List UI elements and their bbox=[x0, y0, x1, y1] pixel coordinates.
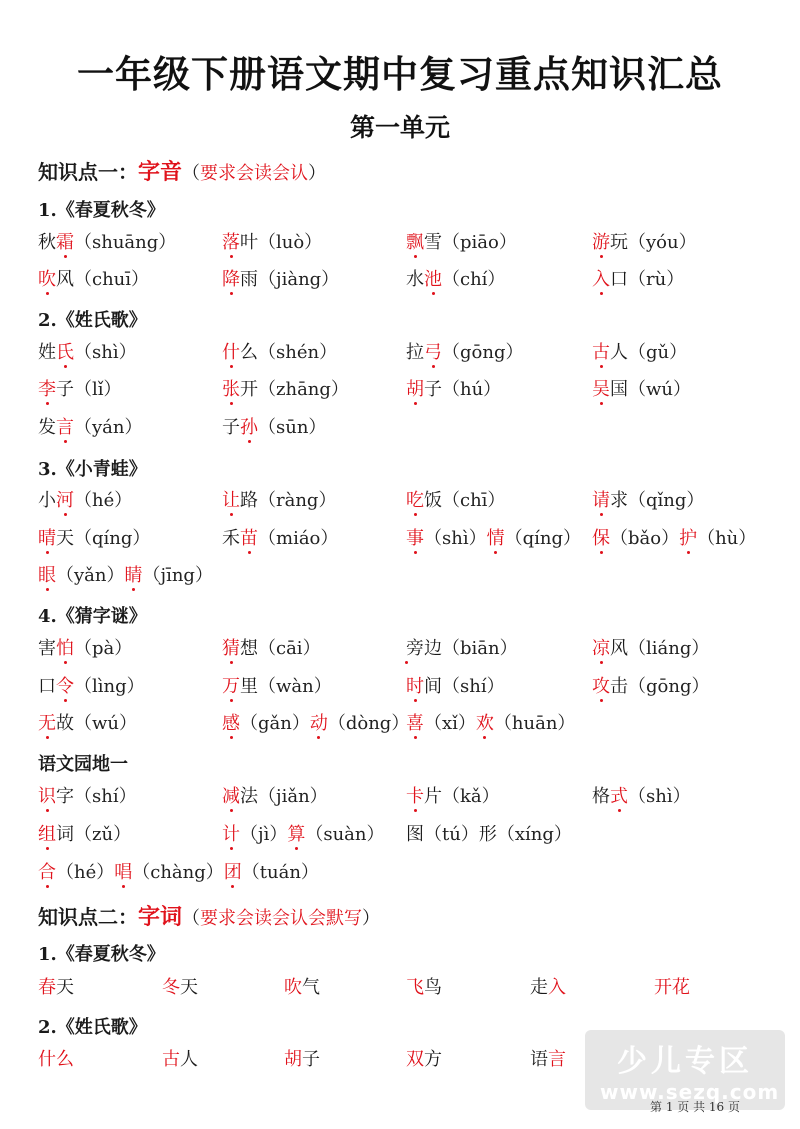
kp-open: （ bbox=[182, 908, 201, 929]
char-item: 水池（chí） bbox=[406, 269, 506, 290]
word-item: 春天 bbox=[38, 977, 74, 998]
word-item: 语言 bbox=[530, 1049, 566, 1070]
lesson-title: 2.《姓氏歌》 bbox=[38, 310, 147, 331]
char-item: 秋霜（shuāng） bbox=[38, 232, 177, 253]
lesson-title: 1.《春夏秋冬》 bbox=[38, 944, 165, 965]
char-item: 降雨（jiàng） bbox=[222, 269, 340, 290]
kp-topic: 字词 bbox=[138, 905, 183, 930]
kp-requirement: 要求会读会认会默写 bbox=[200, 908, 363, 929]
char-item: 姓氏（shì） bbox=[38, 342, 137, 363]
char-item: 吴国（wú） bbox=[592, 379, 691, 400]
char-item: 眼（yǎn）睛（jīng） bbox=[38, 565, 213, 586]
char-item: 吃饭（chī） bbox=[406, 490, 506, 511]
char-item: 无故（wú） bbox=[38, 713, 137, 734]
lesson-title: 2.《姓氏歌》 bbox=[38, 1017, 147, 1038]
char-item: 发言（yán） bbox=[38, 417, 143, 438]
char-item: 晴天（qíng） bbox=[38, 528, 151, 549]
page-number: 第 1 页 共 16 页 bbox=[650, 1100, 740, 1114]
knowledge-point-1 bbox=[0, 155, 800, 189]
page-title: 一年级下册语文期中复习重点知识汇总 bbox=[77, 53, 723, 96]
word-item: 古人 bbox=[162, 1049, 198, 1070]
char-item: 禾苗（miáo） bbox=[222, 528, 339, 549]
char-item: 凉风（liáng） bbox=[592, 638, 710, 659]
word-item: 双方 bbox=[406, 1049, 442, 1070]
char-item: 李子（lǐ） bbox=[38, 379, 122, 400]
char-item: 保（bǎo）护（hù） bbox=[592, 528, 757, 549]
lesson-title: 语文园地一 bbox=[38, 754, 128, 775]
char-item: 口令（lìng） bbox=[38, 676, 145, 697]
char-item: 害怕（pà） bbox=[38, 638, 133, 659]
word-item: 胡子 bbox=[284, 1049, 320, 1070]
watermark-text: 少儿专区 bbox=[617, 1044, 753, 1079]
lesson-title: 4.《猜字谜》 bbox=[38, 606, 147, 627]
char-item: 子孙（sūn） bbox=[222, 417, 327, 438]
char-item: 识字（shí） bbox=[38, 786, 137, 807]
kp-open: （ bbox=[182, 163, 201, 184]
word-item: 飞鸟 bbox=[406, 977, 442, 998]
kp-close: ） bbox=[362, 908, 381, 929]
kp-close: ） bbox=[308, 163, 327, 184]
char-item: 让路（ràng） bbox=[222, 490, 337, 511]
lesson-title: 1.《春夏秋冬》 bbox=[38, 200, 165, 221]
knowledge-point-2 bbox=[0, 900, 800, 934]
char-item: 胡子（hú） bbox=[406, 379, 502, 400]
char-item: 游玩（yóu） bbox=[592, 232, 697, 253]
char-item: 合（hé）唱（chàng）团（tuán） bbox=[38, 862, 319, 883]
kp-requirement: 要求会读会认 bbox=[200, 163, 309, 184]
char-item: 古人（gǔ） bbox=[592, 342, 688, 363]
char-item: 万里（wàn） bbox=[222, 676, 332, 697]
kp-prefix: 知识点一： bbox=[38, 160, 138, 184]
char-item: 组词（zǔ） bbox=[38, 824, 132, 845]
char-item: 喜（xǐ）欢（huān） bbox=[406, 713, 576, 734]
char-item: 小河（hé） bbox=[38, 490, 133, 511]
char-item: 吹风（chuī） bbox=[38, 269, 150, 290]
char-item: 拉弓（gōng） bbox=[406, 342, 524, 363]
char-item: 图（tú）形（xíng） bbox=[406, 824, 572, 845]
char-item: 张开（zhāng） bbox=[222, 379, 349, 400]
char-item: 卡片（kǎ） bbox=[406, 786, 500, 807]
char-item: 猜想（cāi） bbox=[222, 638, 321, 659]
char-item: 请求（qǐng） bbox=[592, 490, 705, 511]
char-item: 什么（shén） bbox=[222, 342, 338, 363]
watermark-url: www.sezq.com bbox=[600, 1080, 780, 1104]
char-item: 计（jì）算（suàn） bbox=[222, 824, 385, 845]
word-item: 什么 bbox=[38, 1049, 74, 1070]
char-item: 事（shì）情（qíng） bbox=[406, 528, 581, 549]
char-item: 落叶（luò） bbox=[222, 232, 323, 253]
char-item: 格式（shì） bbox=[592, 786, 691, 807]
char-item: 入口（rù） bbox=[592, 269, 685, 290]
word-item: 冬天 bbox=[162, 977, 198, 998]
word-item: 开花 bbox=[654, 977, 690, 998]
char-item: 旁边（biān） bbox=[406, 638, 518, 659]
word-item: 吹气 bbox=[284, 977, 320, 998]
char-item: 飘雪（piāo） bbox=[406, 232, 517, 253]
char-item: 感（gǎn）动（dòng） bbox=[222, 713, 410, 734]
char-item: 时间（shí） bbox=[406, 676, 505, 697]
char-item: 攻击（gōng） bbox=[592, 676, 710, 697]
lesson-title: 3.《小青蛙》 bbox=[38, 459, 147, 480]
kp-prefix: 知识点二： bbox=[38, 905, 138, 929]
unit-heading: 第一单元 bbox=[349, 113, 450, 142]
word-item: 走入 bbox=[530, 977, 566, 998]
kp-topic: 字音 bbox=[138, 160, 183, 185]
char-item: 减法（jiǎn） bbox=[222, 786, 328, 807]
